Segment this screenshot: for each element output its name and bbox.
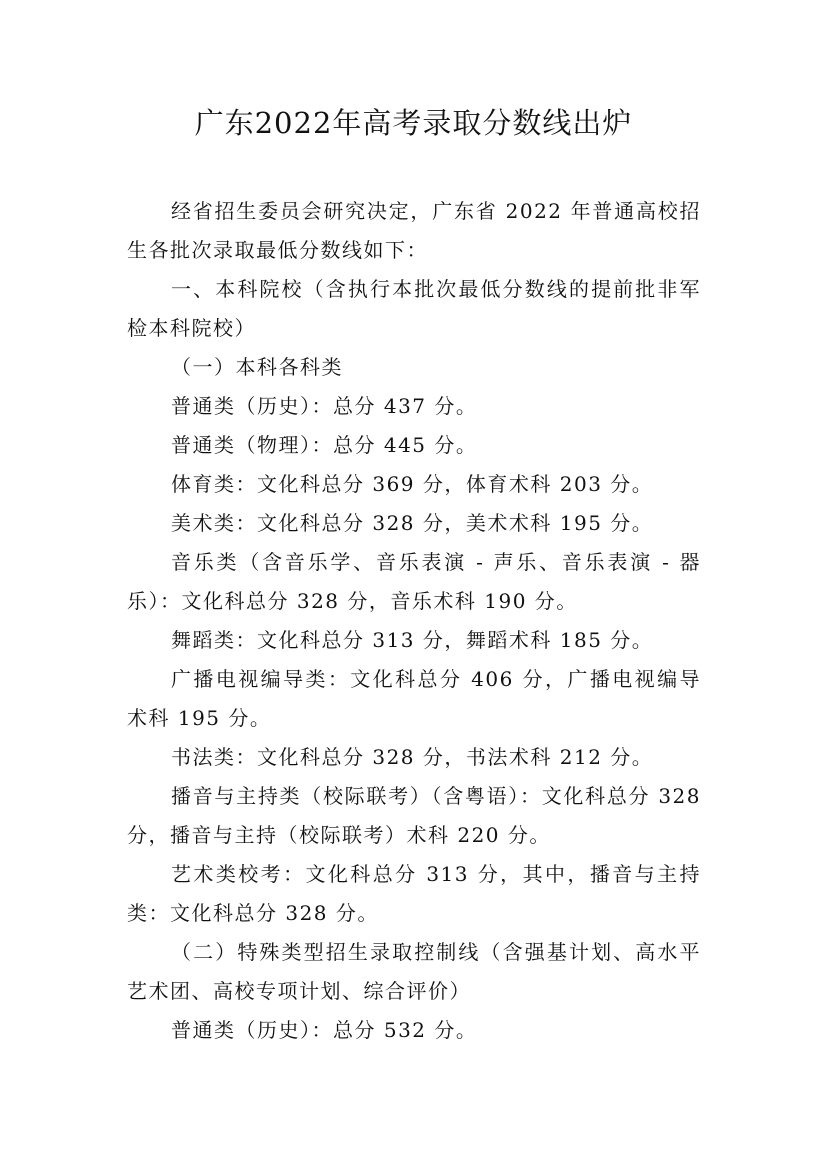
paragraph-physics: 普通类（物理）：总分 445 分。 [171,433,478,457]
paragraph-subsection-1: （一）本科各科类 [171,355,343,379]
paragraph-dance: 舞蹈类：文化科总分 313 分，舞蹈术科 185 分。 [171,628,654,652]
paragraph-calligraphy: 书法类：文化科总分 328 分，书法术科 212 分。 [171,745,654,769]
paragraph-broadcasting-hosting: 播音与主持类（校际联考）（含粤语）：文化科总分 328 分，播音与主持（校际联考）术科 220 分。 [127,784,701,847]
paragraph-special-history: 普通类（历史）：总分 532 分。 [171,1018,478,1042]
paragraph-intro: 经省招生委员会研究决定，广东省 2022 年普通高校招生各批次录取最低分数线如下： [127,199,701,262]
paragraph-history: 普通类（历史）：总分 437 分。 [171,394,478,418]
document-title: 广东2022年高考录取分数线出炉 [194,106,633,140]
paragraph-section-1: 一、本科院校（含执行本批次最低分数线的提前批非军检本科院校） [127,277,701,340]
paragraph-fine-arts: 美术类：文化科总分 328 分，美术术科 195 分。 [171,511,654,535]
paragraph-broadcast-directing: 广播电视编导类：文化科总分 406 分，广播电视编导术科 195 分。 [127,667,701,730]
document-body [127,192,701,1050]
paragraph-sports: 体育类：文化科总分 369 分，体育术科 203 分。 [171,472,654,496]
paragraph-subsection-2: （二）特殊类型招生录取控制线（含强基计划、高水平艺术团、高校专项计划、综合评价） [127,940,701,1003]
paragraph-music: 音乐类（含音乐学、音乐表演 - 声乐、音乐表演 - 器乐）：文化科总分 328 分，音乐术科 190 分。 [127,550,701,613]
paragraph-art-school-exam: 艺术类校考：文化科总分 313 分，其中，播音与主持类：文化科总分 328 分。 [127,862,701,925]
